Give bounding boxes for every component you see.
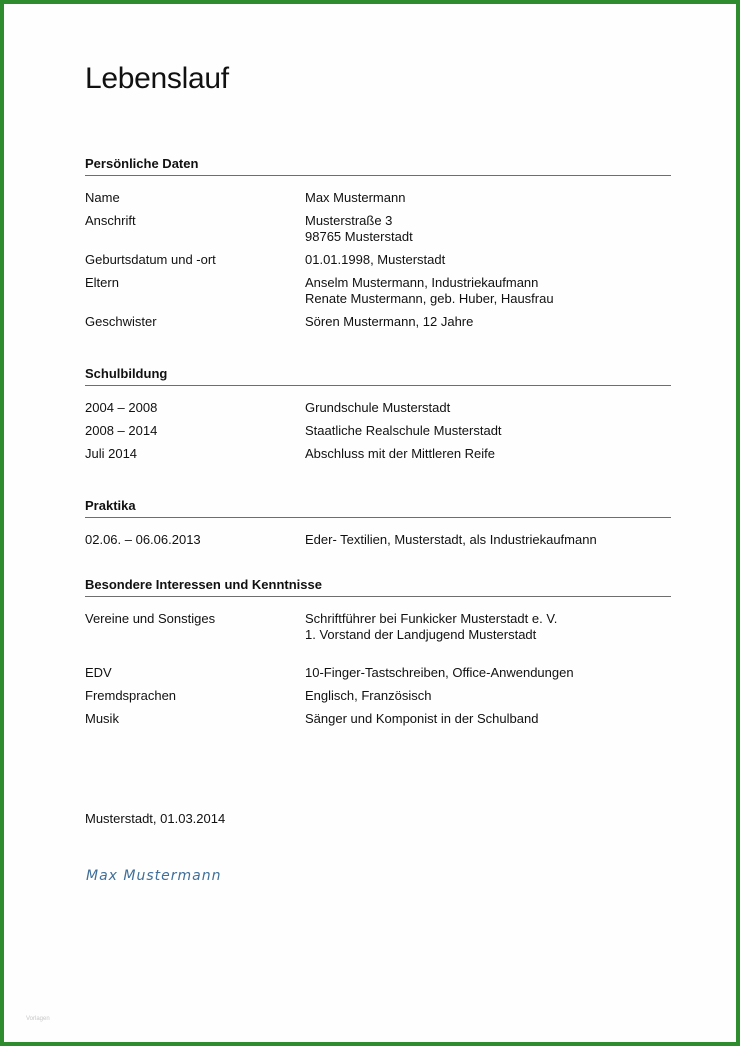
row-label: 2004 – 2008 [85,400,158,415]
section-heading: Schulbildung [85,366,671,386]
row-label: Eltern [85,275,119,290]
row-label: Fremdsprachen [85,688,177,703]
row-value [305,711,671,727]
row-birth [85,252,671,268]
row-label: 2008 – 2014 [85,423,158,438]
row-clubs [85,611,671,643]
value-line: Anselm Mustermann, Industriekaufmann [305,275,539,290]
section-heading: Persönliche Daten [85,156,671,176]
row-value [305,446,671,462]
row-internship-1 [85,532,671,548]
row-languages [85,688,671,704]
row-value [305,611,671,643]
value-line: Englisch, Französisch [305,688,432,703]
section-heading: Praktika [85,498,671,518]
page-title: Lebenslauf [85,62,229,95]
place-date: Musterstadt, 01.03.2014 [85,811,226,826]
row-value [305,190,671,206]
row-education-1 [85,400,671,416]
row-it [85,665,671,681]
signature-text: Max Mustermann [86,868,222,884]
section-internships [85,498,671,548]
section-personal-data [85,156,671,330]
signature [84,862,244,888]
value-line: Staatliche Realschule Musterstadt [305,423,502,438]
row-value [305,400,671,416]
row-value [305,213,671,245]
row-label: Juli 2014 [85,446,138,461]
row-value [305,275,671,307]
row-label: Anschrift [85,213,136,228]
row-label: Geschwister [85,314,157,329]
row-value [305,423,671,439]
row-address [85,213,671,245]
value-line: Sänger und Komponist in der Schulband [305,711,539,726]
row-label: Vereine und Sonstiges [85,611,216,626]
section-education [85,366,671,462]
value-line: Eder- Textilien, Musterstadt, als Industriekaufmann [305,532,597,547]
value-line: 10-Finger-Tastschreiben, Office-Anwendungen [305,665,574,680]
value-line: 98765 Musterstadt [305,229,413,244]
row-label: 02.06. – 06.06.2013 [85,532,201,547]
value-line: Grundschule Musterstadt [305,400,451,415]
value-line: Musterstraße 3 [305,213,393,228]
value-line: Max Mustermann [305,190,406,205]
row-parents [85,275,671,307]
row-education-2 [85,423,671,439]
row-music [85,711,671,727]
row-name [85,190,671,206]
section-interests [85,577,671,727]
row-label: Musik [85,711,119,726]
row-education-3 [85,446,671,462]
value-line: Renate Mustermann, geb. Huber, Hausfrau [305,291,554,306]
row-label: Name [85,190,120,205]
row-value [305,314,671,330]
cv-page [4,4,736,1042]
value-line: 1. Vorstand der Landjugend Musterstadt [305,627,537,642]
row-siblings [85,314,671,330]
watermark: Vorlagen [26,1016,50,1022]
value-line: Schriftführer bei Funkicker Musterstadt e. V. [305,611,558,626]
value-line: 01.01.1998, Musterstadt [305,252,446,267]
row-value [305,688,671,704]
value-line: Abschluss mit der Mittleren Reife [305,446,496,461]
row-label: Geburtsdatum und -ort [85,252,216,267]
row-value [305,532,671,548]
section-heading: Besondere Interessen und Kenntnisse [85,577,671,597]
row-value [305,252,671,268]
row-label: EDV [85,665,112,680]
value-line: Sören Mustermann, 12 Jahre [305,314,474,329]
row-value [305,665,671,681]
